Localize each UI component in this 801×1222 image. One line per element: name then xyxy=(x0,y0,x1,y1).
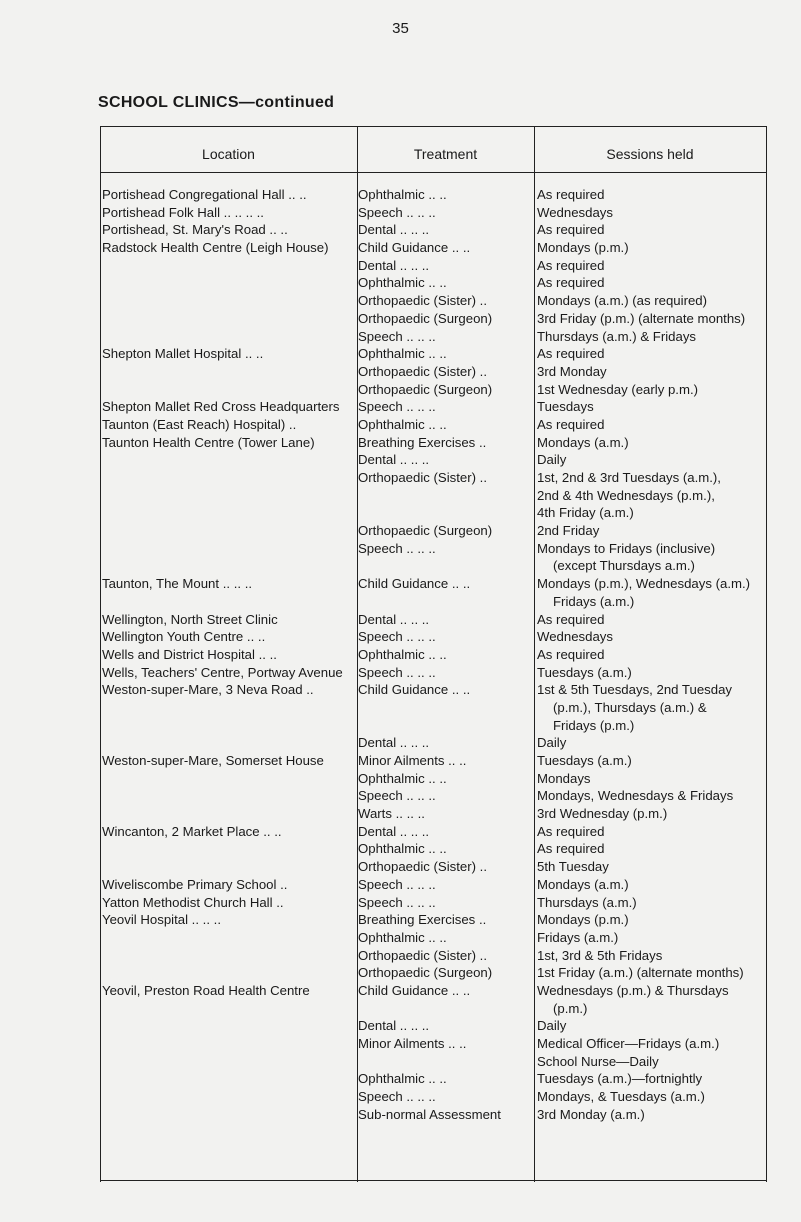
table-row xyxy=(100,770,780,788)
sessions-cell: Mondays, & Tuesdays (a.m.) xyxy=(537,1089,705,1105)
treatment-cell: Ophthalmic .. .. xyxy=(358,187,447,202)
sessions-cell: As required xyxy=(537,611,605,627)
table-row xyxy=(100,858,780,876)
sessions-cell: Thursdays (a.m.) & Fridays xyxy=(537,328,697,344)
treatment-cell: Orthopaedic (Sister) .. xyxy=(358,859,487,875)
treatment-cell: Orthopaedic (Surgeon) xyxy=(358,965,493,981)
treatment-cell: Minor Ailments .. .. xyxy=(358,753,467,768)
table-row xyxy=(100,699,780,717)
treatment-cell: Dental .. .. .. xyxy=(358,735,430,751)
sessions-cell: Thursdays (a.m.) xyxy=(537,894,637,910)
sessions-cell: Wednesdays (p.m.) & Thursdays xyxy=(537,982,729,998)
table-row xyxy=(100,1000,780,1018)
treatment-cell: Speech .. .. .. xyxy=(358,788,436,804)
table-row xyxy=(100,416,780,434)
location-cell: Wellington Youth Centre .. .. xyxy=(102,629,266,645)
treatment-cell: Orthopaedic (Sister) .. xyxy=(358,293,487,309)
column-header-treatment: Treatment xyxy=(413,146,478,162)
treatment-cell: Orthopaedic (Surgeon) xyxy=(358,381,493,397)
treatment-cell: Orthopaedic (Sister) .. xyxy=(358,947,487,963)
table-row xyxy=(100,451,780,469)
location-cell: Radstock Health Centre (Leigh House) xyxy=(102,240,329,256)
table-row xyxy=(100,1053,780,1071)
table-row xyxy=(100,557,780,575)
column-header-sessions: Sessions held xyxy=(606,146,694,162)
location-cell: Portishead Folk Hall .. .. .. .. xyxy=(102,204,264,220)
location-cell: Portishead, St. Mary's Road .. .. xyxy=(102,222,288,238)
table-row xyxy=(100,664,780,682)
table-row xyxy=(100,876,780,894)
treatment-cell: Dental .. .. .. xyxy=(358,1018,430,1034)
table-row xyxy=(100,929,780,947)
treatment-cell: Dental .. .. .. xyxy=(358,823,430,839)
sessions-cell: 1st Wednesday (early p.m.) xyxy=(537,381,698,397)
table-row xyxy=(100,1088,780,1106)
sessions-cell: Tuesdays (a.m.) xyxy=(537,753,632,768)
treatment-cell: Warts .. .. .. xyxy=(358,806,425,822)
treatment-cell: Ophthalmic .. .. xyxy=(358,770,447,786)
sessions-cell: (except Thursdays a.m.) xyxy=(553,558,695,574)
sessions-cell: As required xyxy=(537,222,605,238)
sessions-cell: 5th Tuesday xyxy=(537,859,609,875)
location-cell: Taunton, The Mount .. .. .. xyxy=(102,576,253,592)
table-row xyxy=(100,239,780,257)
treatment-cell: Speech .. .. .. xyxy=(358,894,436,910)
treatment-cell: Child Guidance .. .. xyxy=(358,576,471,592)
sessions-cell: School Nurse—Daily xyxy=(537,1053,659,1069)
table-row xyxy=(100,734,780,752)
sessions-cell: 3rd Monday xyxy=(537,363,607,379)
treatment-cell: Speech .. .. .. xyxy=(358,629,436,645)
treatment-cell: Speech .. .. .. xyxy=(358,664,436,680)
sessions-cell: Fridays (a.m.) xyxy=(553,593,635,609)
sessions-cell: 2nd Friday xyxy=(537,523,600,539)
treatment-cell: Child Guidance .. .. xyxy=(358,682,471,698)
table-row xyxy=(100,363,780,381)
table-row xyxy=(100,911,780,929)
sessions-cell: As required xyxy=(537,187,605,202)
location-cell: Shepton Mallet Hospital .. .. xyxy=(102,346,264,362)
sessions-cell: 2nd & 4th Wednesdays (p.m.), xyxy=(537,487,715,503)
sessions-cell: Daily xyxy=(537,452,567,468)
table-row xyxy=(100,345,780,363)
table-row xyxy=(100,434,780,452)
sessions-cell: Mondays (p.m.) xyxy=(537,912,629,928)
location-cell: Yeovil Hospital .. .. .. xyxy=(102,912,221,928)
treatment-cell: Orthopaedic (Sister) .. xyxy=(358,363,487,379)
treatment-cell: Orthopaedic (Sister) .. xyxy=(358,470,487,485)
table-row xyxy=(100,522,780,540)
sessions-cell: Wednesdays xyxy=(537,204,613,220)
table-row xyxy=(100,274,780,292)
table-row xyxy=(100,221,780,239)
table-row xyxy=(100,646,780,664)
treatment-cell: Orthopaedic (Surgeon) xyxy=(358,310,493,326)
table-row xyxy=(100,628,780,646)
sessions-cell: Mondays (a.m.) (as required) xyxy=(537,293,708,309)
sessions-cell: 1st, 3rd & 5th Fridays xyxy=(537,947,663,963)
sessions-cell: Medical Officer—Fridays (a.m.) xyxy=(537,1036,720,1051)
location-cell: Taunton (East Reach) Hospital) .. xyxy=(102,416,297,432)
table-row xyxy=(100,469,780,487)
sessions-cell: Mondays (a.m.) xyxy=(537,434,629,450)
table-bottom-rule xyxy=(100,1180,766,1181)
table-row xyxy=(100,575,780,593)
table-row xyxy=(100,1106,780,1124)
table-row xyxy=(100,1070,780,1088)
sessions-cell: 1st, 2nd & 3rd Tuesdays (a.m.), xyxy=(537,470,721,485)
sessions-cell: 3rd Monday (a.m.) xyxy=(537,1106,645,1122)
treatment-cell: Child Guidance .. .. xyxy=(358,982,471,998)
sessions-cell: 3rd Wednesday (p.m.) xyxy=(537,806,668,822)
sessions-cell: Mondays (p.m.), Wednesdays (a.m.) xyxy=(537,576,751,592)
treatment-cell: Speech .. .. .. xyxy=(358,1089,436,1105)
location-cell: Weston-super-Mare, Somerset House xyxy=(102,753,324,768)
table-row xyxy=(100,292,780,310)
location-cell: Wellington, North Street Clinic xyxy=(102,611,278,627)
table-row xyxy=(100,328,780,346)
location-cell: Taunton Health Centre (Tower Lane) xyxy=(102,434,315,450)
treatment-cell: Child Guidance .. .. xyxy=(358,240,471,256)
table-row xyxy=(100,398,780,416)
treatment-cell: Minor Ailments .. .. xyxy=(358,1036,467,1051)
treatment-cell: Speech .. .. .. xyxy=(358,204,436,220)
table-row xyxy=(100,611,780,629)
sessions-cell: Mondays xyxy=(537,770,591,786)
sessions-cell: 4th Friday (a.m.) xyxy=(537,505,634,521)
treatment-cell: Speech .. .. .. xyxy=(358,399,436,415)
treatment-cell: Orthopaedic (Surgeon) xyxy=(358,523,493,539)
table-row xyxy=(100,805,780,823)
treatment-cell: Dental .. .. .. xyxy=(358,611,430,627)
sessions-cell: Mondays, Wednesdays & Fridays xyxy=(537,788,734,804)
table-row xyxy=(100,752,780,770)
clinic-rows xyxy=(100,186,780,1123)
table-row xyxy=(100,310,780,328)
sessions-cell: (p.m.), Thursdays (a.m.) & xyxy=(553,699,707,715)
table-row xyxy=(100,504,780,522)
treatment-cell: Ophthalmic .. .. xyxy=(358,929,447,945)
location-cell: Yatton Methodist Church Hall .. xyxy=(102,894,284,910)
treatment-cell: Dental .. .. .. xyxy=(358,257,430,273)
treatment-cell: Breathing Exercises .. xyxy=(358,434,487,450)
treatment-cell: Speech .. .. .. xyxy=(358,540,436,556)
treatment-cell: Sub-normal Assessment xyxy=(358,1106,501,1122)
location-cell: Wincanton, 2 Market Place .. .. xyxy=(102,823,282,839)
sessions-cell: Mondays (p.m.) xyxy=(537,240,629,256)
sessions-cell: Mondays to Fridays (inclusive) xyxy=(537,540,716,556)
table-row xyxy=(100,186,780,204)
sessions-cell: 3rd Friday (p.m.) (alternate months) xyxy=(537,310,746,326)
table-row xyxy=(100,1035,780,1053)
location-cell: Yeovil, Preston Road Health Centre xyxy=(102,982,310,998)
sessions-cell: As required xyxy=(537,416,605,432)
sessions-cell: Tuesdays xyxy=(537,399,594,415)
table-row xyxy=(100,257,780,275)
sessions-cell: Daily xyxy=(537,1018,567,1034)
sessions-cell: Fridays (p.m.) xyxy=(553,717,635,733)
table-row xyxy=(100,717,780,735)
table-row xyxy=(100,540,780,558)
table-row xyxy=(100,593,780,611)
treatment-cell: Ophthalmic .. .. xyxy=(358,1071,447,1087)
page-heading: SCHOOL CLINICS—continued xyxy=(98,94,335,111)
location-cell: Wells, Teachers' Centre, Portway Avenue xyxy=(102,664,343,680)
sessions-cell: As required xyxy=(537,823,605,839)
table-row xyxy=(100,947,780,965)
treatment-cell: Dental .. .. .. xyxy=(358,452,430,468)
table-row xyxy=(100,823,780,841)
treatment-cell: Ophthalmic .. .. xyxy=(358,275,447,291)
location-cell: Wiveliscombe Primary School .. xyxy=(102,876,288,892)
treatment-cell: Ophthalmic .. .. xyxy=(358,346,447,362)
table-row xyxy=(100,787,780,805)
location-cell: Portishead Congregational Hall .. .. xyxy=(102,187,307,202)
table-top-rule xyxy=(100,126,766,127)
table-row xyxy=(100,840,780,858)
treatment-cell: Dental .. .. .. xyxy=(358,222,430,238)
location-cell: Shepton Mallet Red Cross Headquarters xyxy=(102,399,340,415)
sessions-cell: Wednesdays xyxy=(537,629,613,645)
sessions-cell: 1st & 5th Tuesdays, 2nd Tuesday xyxy=(537,682,733,698)
treatment-cell: Ophthalmic .. .. xyxy=(358,416,447,432)
sessions-cell: Fridays (a.m.) xyxy=(537,929,619,945)
treatment-cell: Speech .. .. .. xyxy=(358,876,436,892)
location-cell: Wells and District Hospital .. .. xyxy=(102,646,277,662)
sessions-cell: As required xyxy=(537,257,605,273)
sessions-cell: Tuesdays (a.m.)—fortnightly xyxy=(537,1071,703,1087)
table-row xyxy=(100,964,780,982)
sessions-cell: As required xyxy=(537,346,605,362)
treatment-cell: Speech .. .. .. xyxy=(358,328,436,344)
sessions-cell: As required xyxy=(537,646,605,662)
location-cell: Weston-super-Mare, 3 Neva Road .. xyxy=(102,682,314,698)
table-row xyxy=(100,1017,780,1035)
table-row xyxy=(100,204,780,222)
table-row xyxy=(100,982,780,1000)
column-header-location: Location xyxy=(202,146,255,162)
treatment-cell: Ophthalmic .. .. xyxy=(358,841,447,857)
treatment-cell: Ophthalmic .. .. xyxy=(358,646,447,662)
sessions-cell: (p.m.) xyxy=(553,1000,588,1016)
header-bottom-rule xyxy=(100,172,766,173)
sessions-cell: Mondays (a.m.) xyxy=(537,876,629,892)
table-row xyxy=(100,681,780,699)
page-number: 35 xyxy=(392,20,409,37)
sessions-cell: As required xyxy=(537,841,605,857)
sessions-cell: As required xyxy=(537,275,605,291)
sessions-cell: 1st Friday (a.m.) (alternate months) xyxy=(537,965,744,981)
treatment-cell: Breathing Exercises .. xyxy=(358,912,487,928)
table-row xyxy=(100,894,780,912)
sessions-cell: Daily xyxy=(537,735,567,751)
table-row xyxy=(100,487,780,505)
sessions-cell: Tuesdays (a.m.) xyxy=(537,664,632,680)
table-row xyxy=(100,381,780,399)
